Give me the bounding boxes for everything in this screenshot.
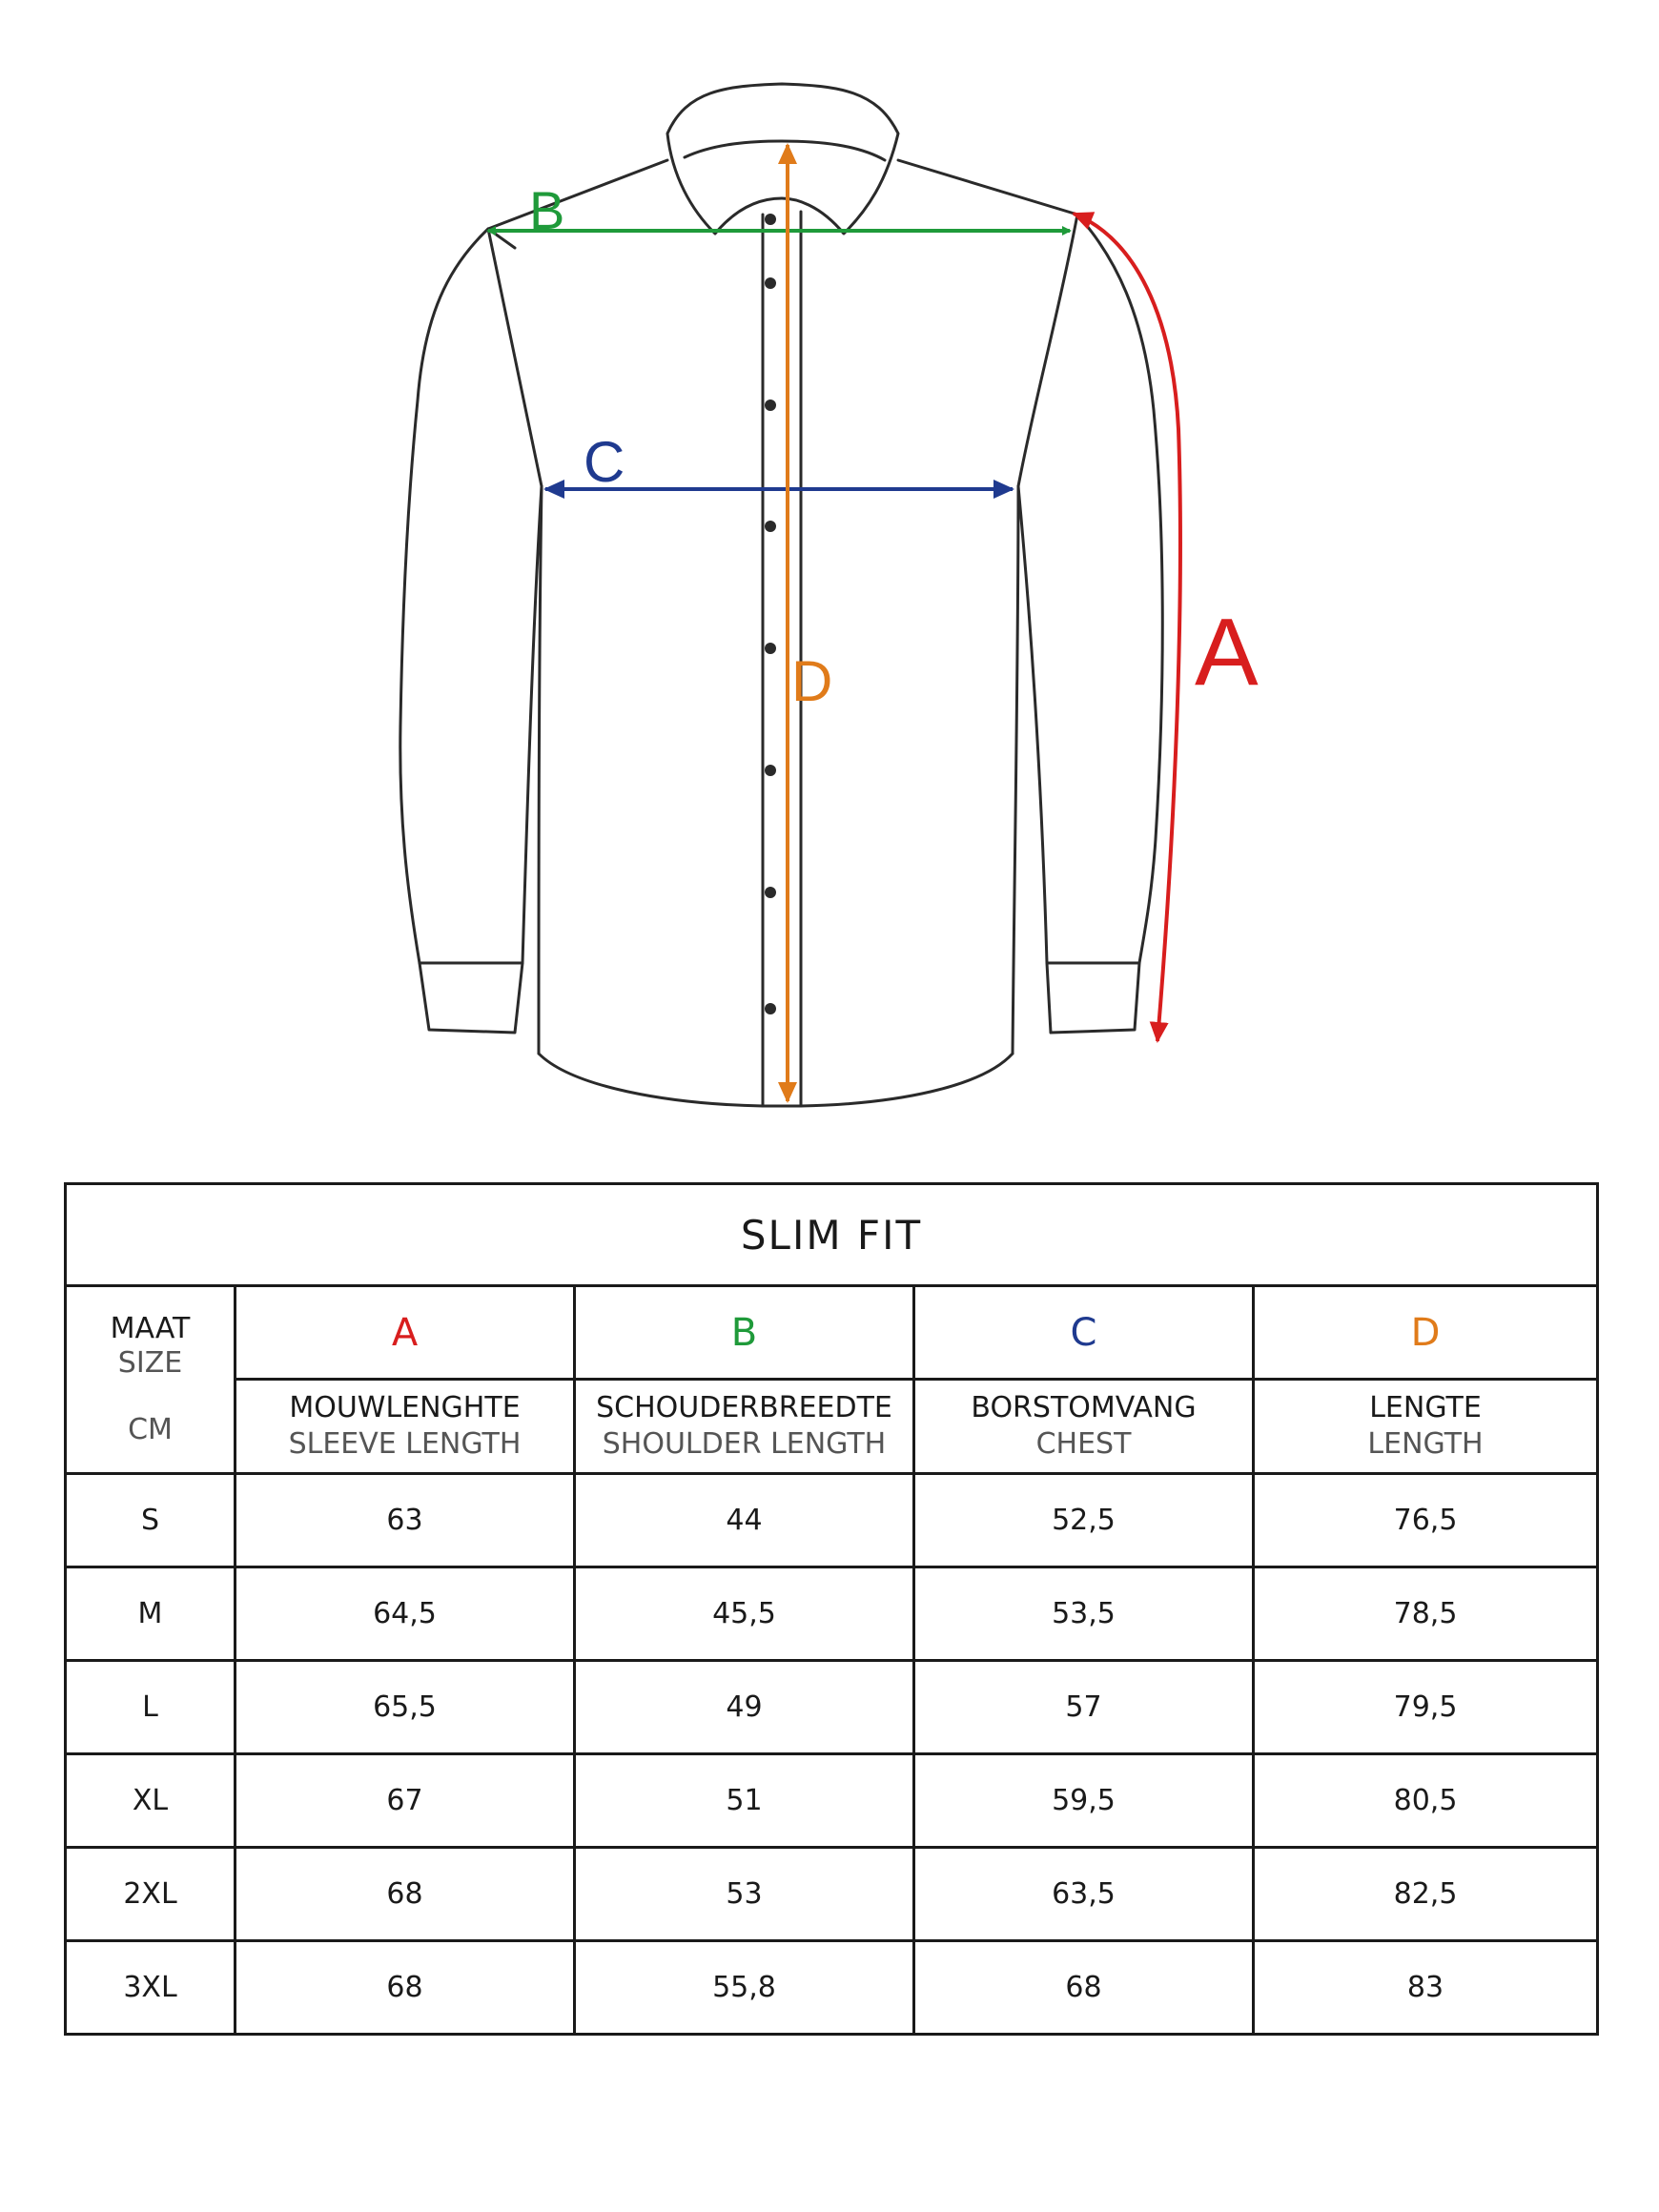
value-cell: 64,5 — [236, 1567, 575, 1661]
size-cell: L — [66, 1661, 236, 1754]
value-cell: 79,5 — [1254, 1661, 1598, 1754]
column-d-nl: LENGTE — [1369, 1391, 1482, 1424]
column-a-letter: A — [236, 1286, 575, 1380]
size-cell: XL — [66, 1754, 236, 1848]
value-cell: 57 — [914, 1661, 1254, 1754]
value-cell: 59,5 — [914, 1754, 1254, 1848]
measure-b-label: B — [529, 180, 565, 240]
measure-a-label: A — [1195, 599, 1259, 706]
value-cell: 63 — [236, 1474, 575, 1567]
value-cell: 52,5 — [914, 1474, 1254, 1567]
unit-label: CM — [128, 1413, 173, 1446]
shirt-outline — [400, 84, 1162, 1106]
value-cell: 51 — [575, 1754, 914, 1848]
value-cell: 68 — [236, 1941, 575, 2035]
value-cell: 45,5 — [575, 1567, 914, 1661]
value-cell: 53,5 — [914, 1567, 1254, 1661]
column-c-letter: C — [914, 1286, 1254, 1380]
column-a-header — [236, 1380, 575, 1474]
measure-d-label: D — [791, 649, 833, 713]
column-b-letter: B — [575, 1286, 914, 1380]
column-d-letter: D — [1254, 1286, 1598, 1380]
size-cell: S — [66, 1474, 236, 1567]
column-a-nl: MOUWLENGHTE — [289, 1391, 521, 1424]
value-cell: 68 — [236, 1848, 575, 1941]
table-row — [66, 1941, 1598, 2035]
column-b-nl: SCHOUDERBREEDTE — [596, 1391, 892, 1424]
column-d-en: LENGTH — [1367, 1427, 1484, 1461]
size-cell: M — [66, 1567, 236, 1661]
size-chart-table — [64, 1182, 1599, 2036]
value-cell: 68 — [914, 1941, 1254, 2035]
size-header-cell — [66, 1286, 236, 1474]
column-c-nl: BORSTOMVANG — [971, 1391, 1197, 1424]
size-cell: 2XL — [66, 1848, 236, 1941]
size-header-en: SIZE — [117, 1346, 183, 1380]
table-row — [66, 1661, 1598, 1754]
table-row — [66, 1474, 1598, 1567]
size-header-nl: MAAT — [110, 1312, 191, 1345]
value-cell: 76,5 — [1254, 1474, 1598, 1567]
column-c-header — [914, 1380, 1254, 1474]
table-title: SLIM FIT — [66, 1184, 1598, 1286]
value-cell: 83 — [1254, 1941, 1598, 2035]
value-cell: 53 — [575, 1848, 914, 1941]
table-row — [66, 1754, 1598, 1848]
shirt-buttons — [765, 214, 776, 1014]
column-b-en: SHOULDER LENGTH — [602, 1427, 887, 1461]
value-cell: 82,5 — [1254, 1848, 1598, 1941]
column-b-header — [575, 1380, 914, 1474]
value-cell: 63,5 — [914, 1848, 1254, 1941]
value-cell: 78,5 — [1254, 1567, 1598, 1661]
measure-c-label: C — [584, 430, 625, 494]
table-row — [66, 1567, 1598, 1661]
value-cell: 80,5 — [1254, 1754, 1598, 1848]
value-cell: 55,8 — [575, 1941, 914, 2035]
size-cell: 3XL — [66, 1941, 236, 2035]
column-a-en: SLEEVE LENGTH — [288, 1427, 522, 1461]
value-cell: 67 — [236, 1754, 575, 1848]
column-d-header — [1254, 1380, 1598, 1474]
table-row — [66, 1848, 1598, 1941]
measure-a-arrow — [1074, 214, 1180, 1041]
value-cell: 44 — [575, 1474, 914, 1567]
value-cell: 65,5 — [236, 1661, 575, 1754]
column-c-en: CHEST — [1035, 1427, 1132, 1461]
value-cell: 49 — [575, 1661, 914, 1754]
